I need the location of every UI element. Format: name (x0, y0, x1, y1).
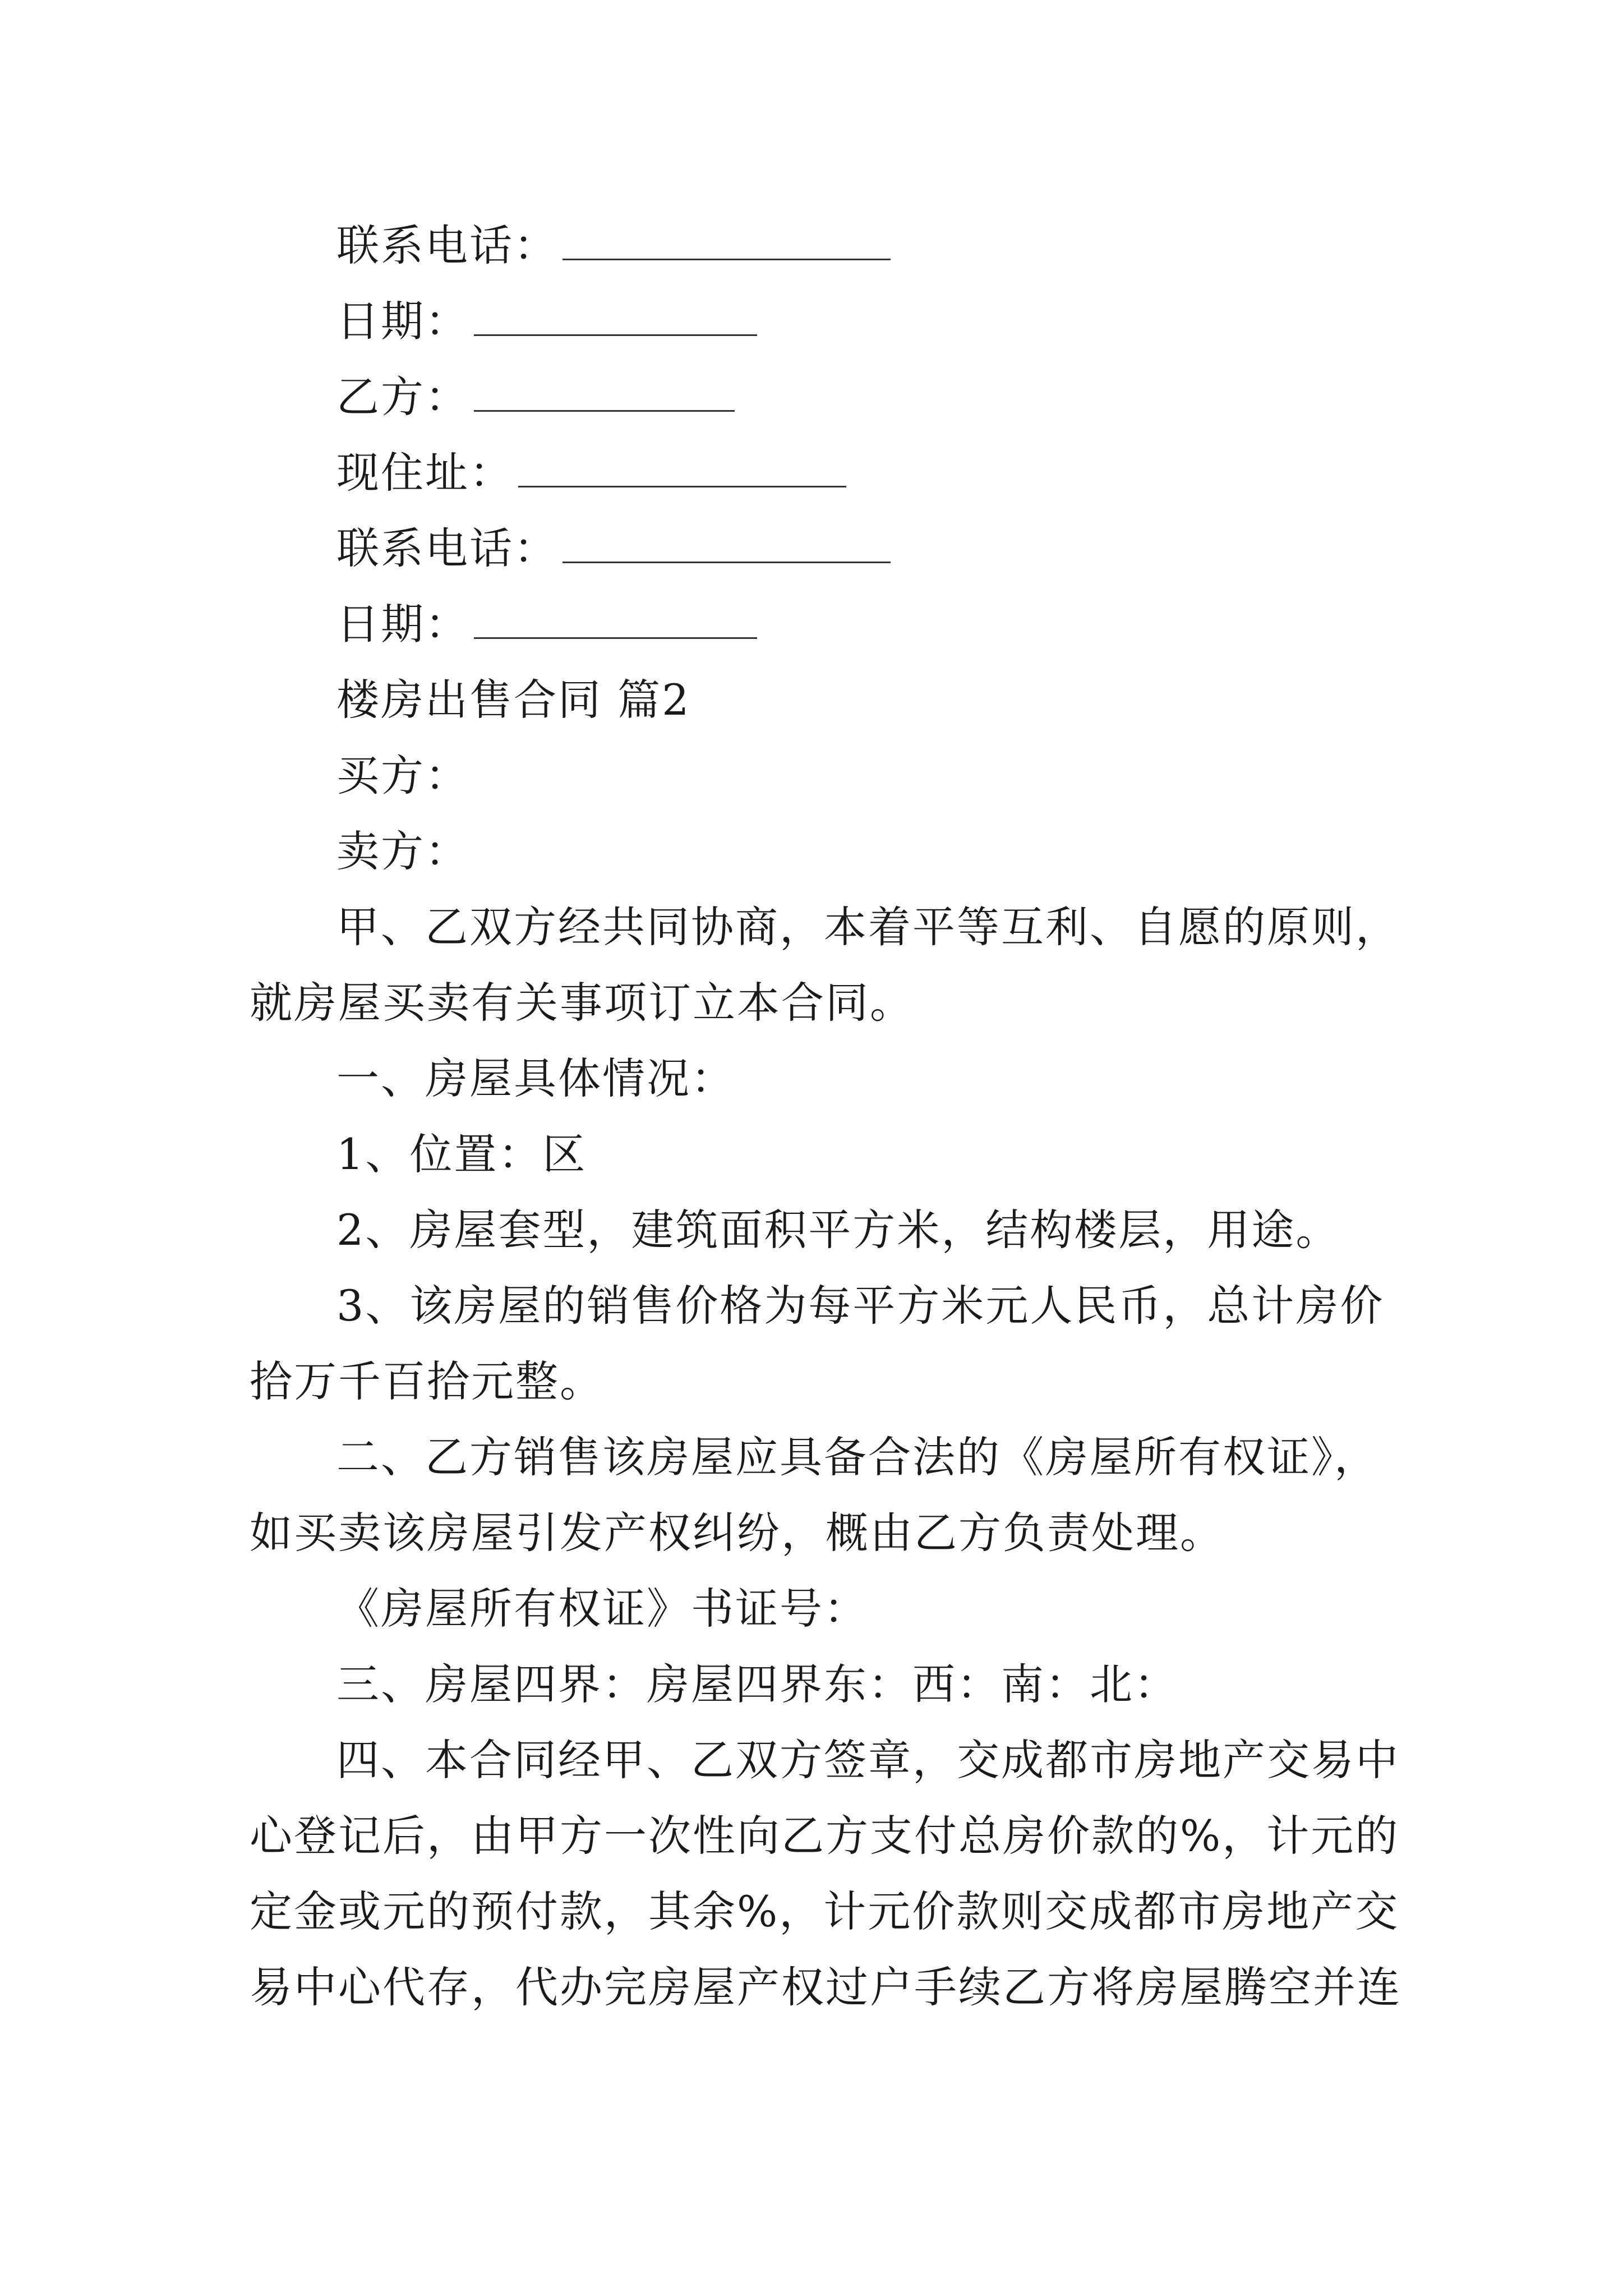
clause-item: 1、位置：区 (336, 1129, 587, 1179)
clause-heading: 一、房屋具体情况： (336, 1053, 735, 1103)
contact-phone-label: 联系电话： (336, 220, 558, 270)
certificate-number-line: 《房屋所有权证》书证号： (336, 1584, 868, 1634)
clause-paragraph-line: 定金或元的预付款，其余%，计元价款则交成都市房地产交 (250, 1887, 1400, 1936)
contact-phone-line (336, 220, 891, 270)
contact-phone-blank (562, 253, 891, 260)
clause-heading: 三、房屋四界：房屋四界东：西：南：北： (336, 1659, 1178, 1709)
clause-item: 2、房屋套型，建筑面积平方米，结构楼层，用途。 (336, 1205, 1340, 1255)
clause-heading: 二、乙方销售该房屋应具备合法的《房屋所有权证》， (336, 1432, 1378, 1482)
current-address-blank (518, 480, 846, 487)
clause-item-continued: 拾万千百拾元整。 (250, 1356, 604, 1406)
date-line-2 (336, 599, 757, 649)
paragraph-line: 甲、乙双方经共同协商，本着平等互利、自愿的原则， (336, 902, 1400, 952)
date-blank-2 (474, 632, 757, 639)
clause-heading: 四、本合同经甲、乙双方签章，交成都市房地产交易中 (336, 1735, 1400, 1785)
clause-paragraph-line: 易中心代存，代办完房屋产权过户手续乙方将房屋腾空并连 (250, 1962, 1401, 2012)
contact-phone-line-2 (336, 523, 891, 573)
date-label: 日期： (336, 296, 469, 346)
contact-phone-label-2: 联系电话： (336, 523, 558, 573)
current-address-label: 现住址： (336, 448, 514, 498)
section-heading: 楼房出售合同 篇2 (336, 675, 691, 725)
paragraph-line: 就房屋买卖有关事项订立本合同。 (250, 978, 914, 1028)
party-b-line (336, 372, 735, 422)
date-blank (474, 329, 757, 336)
clause-heading-continued: 如买卖该房屋引发产权纠纷，概由乙方负责处理。 (250, 1508, 1224, 1558)
date-label-2: 日期： (336, 599, 469, 649)
clause-item: 3、该房屋的销售价格为每平方米元人民币，总计房价 (336, 1281, 1385, 1331)
date-line (336, 296, 757, 346)
buyer-line: 买方： (336, 751, 469, 800)
seller-line: 卖方： (336, 826, 469, 876)
party-b-label: 乙方： (336, 372, 469, 422)
current-address-line (336, 448, 846, 498)
party-b-blank (474, 404, 735, 412)
contact-phone-blank-2 (562, 556, 891, 563)
clause-paragraph-line: 心登记后，由甲方一次性向乙方支付总房价款的%，计元的 (250, 1811, 1400, 1861)
